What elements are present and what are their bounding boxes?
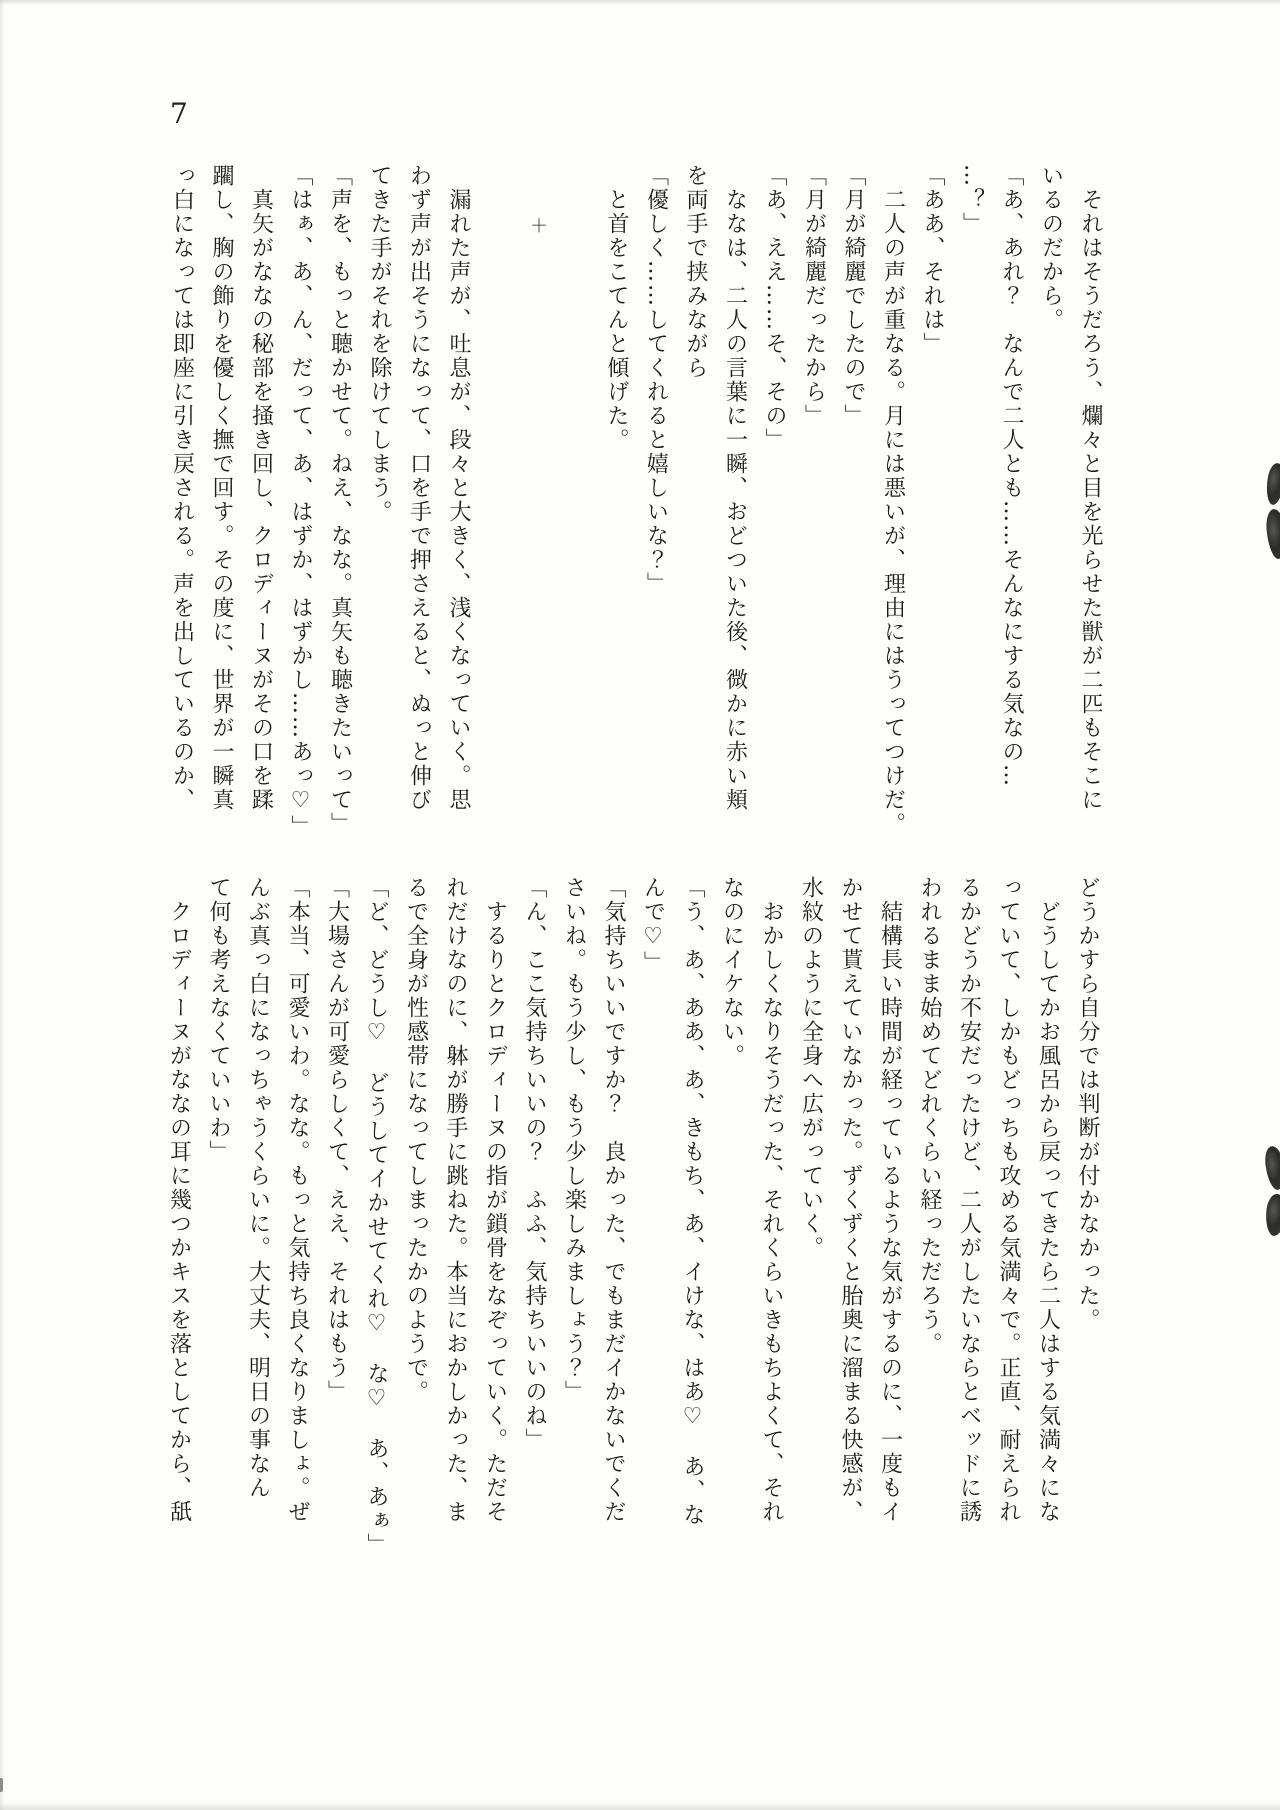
text-column: れだけなのに、躰が勝手に跳ねた。本当におかしかった、ま [443,876,468,1524]
text-column: 「月が綺麗だったから」 [801,164,827,428]
page-number: 7 [170,97,188,130]
text-column: するりとクロディーヌの指が鎖骨をなぞっていく。ただそ [482,900,508,1524]
text-column: いるのだから。 [1038,164,1064,332]
section-divider: ＋ [527,216,548,234]
text-column: 二人の声が重なる。月には悪いが、理由にはうってつけだ。 [880,188,906,836]
text-column: 「あ、あれ？ なんで二人とも……そんなにする気なの… [999,164,1024,788]
text-column: 漏れた声が、吐息が、段々と大きく、浅くなっていく。思 [446,188,471,812]
scan-smudge [1265,508,1280,559]
page-edge-top [0,0,1280,5]
scan-smudge [1263,1145,1280,1191]
text-column: クロディーヌがななの耳に幾つかキスを落としてから、舐 [166,900,192,1524]
text-column: 結構長い時間が経っているような気がするのに、一度もイ [877,900,903,1524]
upper-text-block [162,164,1110,840]
text-column: 「ど、どうし♡ どうしてイかせてくれ♡ な♡ あ、あぁ」 [364,876,389,1557]
page-edge-bottom [0,1802,1280,1810]
text-column: 「優しく……してくれると嬉しいな？」 [643,164,669,596]
text-column: どうしてかお風呂から戻ってきたら二人はする気満々にな [1035,900,1061,1524]
scan-smudge [1264,462,1280,506]
text-column: るかどうか不安だったけど、二人がしたいならとベッドに誘 [956,876,982,1524]
scan-artifact-top [1267,463,1280,563]
scan-smudge [1264,1193,1280,1237]
text-column: …？」 [959,164,985,236]
page-edge-left [0,0,5,1810]
text-column: ななは、二人の言葉に一瞬、おどついた後、微かに赤い頬 [722,188,748,812]
text-column: っ白になっては即座に引き戻される。声を出しているのか、 [169,164,195,812]
text-column: 躙し、胸の飾りを優しく撫で回す。その度に、世界が一瞬真 [209,164,234,812]
text-column: かせて貰えていなかった。ずくずくと胎奥に溜まる快感が、 [838,876,863,1524]
text-column: 「ああ、それは」 [920,164,945,356]
text-column: 「大場さんが可愛らしくて、ええ、それはもう」 [324,876,350,1404]
text-column: 「月が綺麗でしたので」 [841,164,866,428]
text-column: おかしくなりそうだった、それくらいきもちよくて、それ [759,900,784,1524]
text-column: を両手で挟みながら [683,164,708,380]
text-column [478,164,518,840]
text-column: るで全身が性感帯になってしまったかのようで。 [403,876,429,1404]
text-column: さいね。もう少し、もう少し楽しみましょう？」 [561,876,587,1404]
text-column: てきた手がそれを除けてしまう。 [367,164,392,524]
scan-edge-mark [0,1778,3,1792]
text-column: 「本当、可愛いわ。なな。もっと気持ち良くなりましょ。ぜ [285,876,310,1524]
text-column [557,164,597,840]
text-column: て何も考えなくていいわ」 [206,876,231,1164]
text-column: 「ん、ここ気持ちいいの？ ふふ、気持ちいいのね」 [522,876,547,1452]
text-column: 「う、あ、ああ、あ、きもち、あ、イけな、はあ♡ あ、な [680,876,705,1527]
text-column: どうかすら自分では判断が付かなかった。 [1075,876,1100,1332]
text-column: っていて、しかもどっちも攻める気満々で。正直、耐えられ [996,876,1021,1524]
text-column: 「声を、もっと聴かせて。ねえ、なな。真矢も聴きたいって」 [327,164,353,836]
text-column: 水紋のように全身へ広がっていく。 [798,876,824,1260]
text-column: んで♡」 [640,876,666,975]
text-column: 「気持ちいいですか？ 良かった、でもまだイかないでくだ [601,876,626,1524]
text-column: んぶ真っ白になっちゃうくらいに。大丈夫、明日の事なん [245,876,271,1500]
text-column: 「はぁ、あ、ん、だって、あ、はずか、はずかし……あっ♡」 [288,164,313,839]
text-column: 真矢がななの秘部を掻き回し、クロディーヌがその口を蹂 [248,188,274,812]
text-column: なのにイケない。 [719,876,745,1068]
text-column: わず声が出そうになって、口を手で押さえると、ぬっと伸び [406,164,432,812]
scan-artifact-bottom [1266,1146,1280,1240]
text-column: それはそうだろう、爛々と目を光らせた獣が二匹もそこに [1078,188,1103,812]
text-column: われるまま始めてどれくらい経っただろう。 [917,876,942,1356]
text-column: と首をこてんと傾げた。 [604,188,629,452]
text-column: 「あ、ええ……そ、その」 [762,164,787,452]
lower-text-block [159,876,1107,1557]
